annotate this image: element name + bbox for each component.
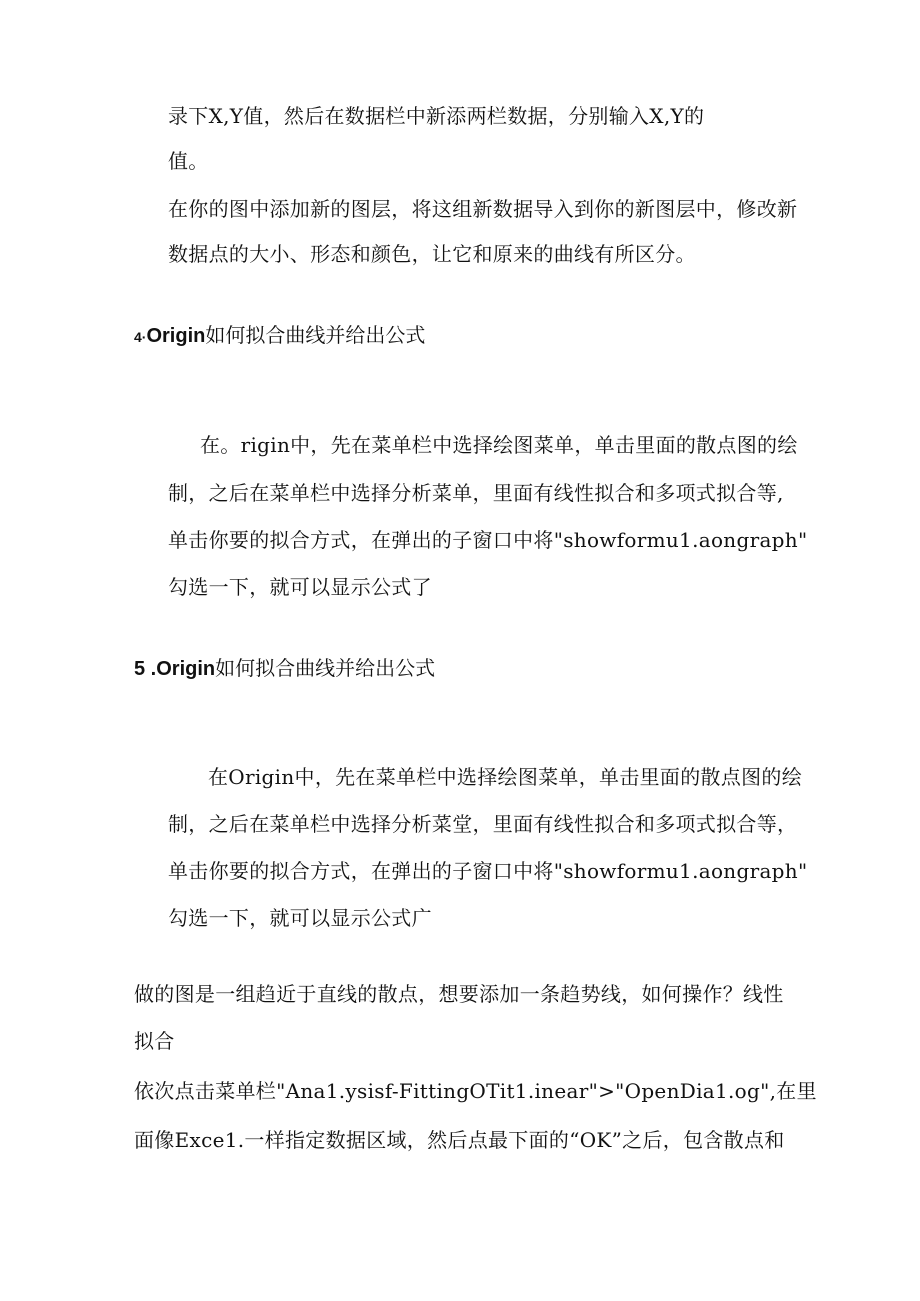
paragraph-line: 录下X,Y值，然后在数据栏中新添两栏数据，分别输入X,Y的 [168,104,705,128]
section-5-brand: Origin [156,658,216,680]
paragraph-line: 制，之后在菜单栏中选择分析菜单，里面有线性拟合和多项式拟合等, [168,481,784,505]
paragraph-line: 制，之后在菜单栏中选择分析菜堂，里面有线性拟合和多项式拟合等， [168,812,798,836]
paragraph-line: 勾选一下，就可以显示公式了 [168,575,432,599]
section-4-number: 4· [134,329,147,345]
section-4-brand: Origin [146,325,206,347]
paragraph-line: 在。rigin中，先在菜单栏中选择绘图菜单，单击里面的散点图的绘 [200,433,798,457]
paragraph-line: 拟合 [134,1029,175,1053]
paragraph-line: 依次点击菜单栏"Ana1.ysisf-FittingOTit1.inear">"OpenDia1.og",在里 [134,1079,817,1103]
paragraph-line: 值。 [168,149,209,173]
section-4-title: 如何拟合曲线并给出公式 [205,323,426,347]
paragraph-line: 在Origin中，先在菜单栏中选择绘图菜单，单击里面的散点图的绘 [208,765,803,789]
paragraph-line: 在你的图中添加新的图层，将这组新数据导入到你的新图层中，修改新 [168,197,798,221]
paragraph-line: 做的图是一组趋近于直线的散点，想要添加一条趋势线，如何操作？线性 [134,982,784,1006]
paragraph-line: 单击你要的拟合方式，在弹出的子窗口中将"showformu1.aongraph" [168,528,808,552]
section-5-heading [134,654,435,683]
paragraph-line: 勾选一下，就可以显示公式广 [168,906,432,930]
paragraph-line: 数据点的大小、形态和颜色，让它和原来的曲线有所区分。 [168,242,696,266]
paragraph-line: 单击你要的拟合方式，在弹出的子窗口中将"showformu1.aongraph" [168,859,808,883]
section-4-heading [134,321,425,351]
section-5-title: 如何拟合曲线并给出公式 [215,656,436,680]
paragraph-line: 面像Exce1.一样指定数据区域，然后点最下面的“OK”之后，包含散点和 [134,1128,785,1152]
section-5-number: 5 . [134,658,157,680]
